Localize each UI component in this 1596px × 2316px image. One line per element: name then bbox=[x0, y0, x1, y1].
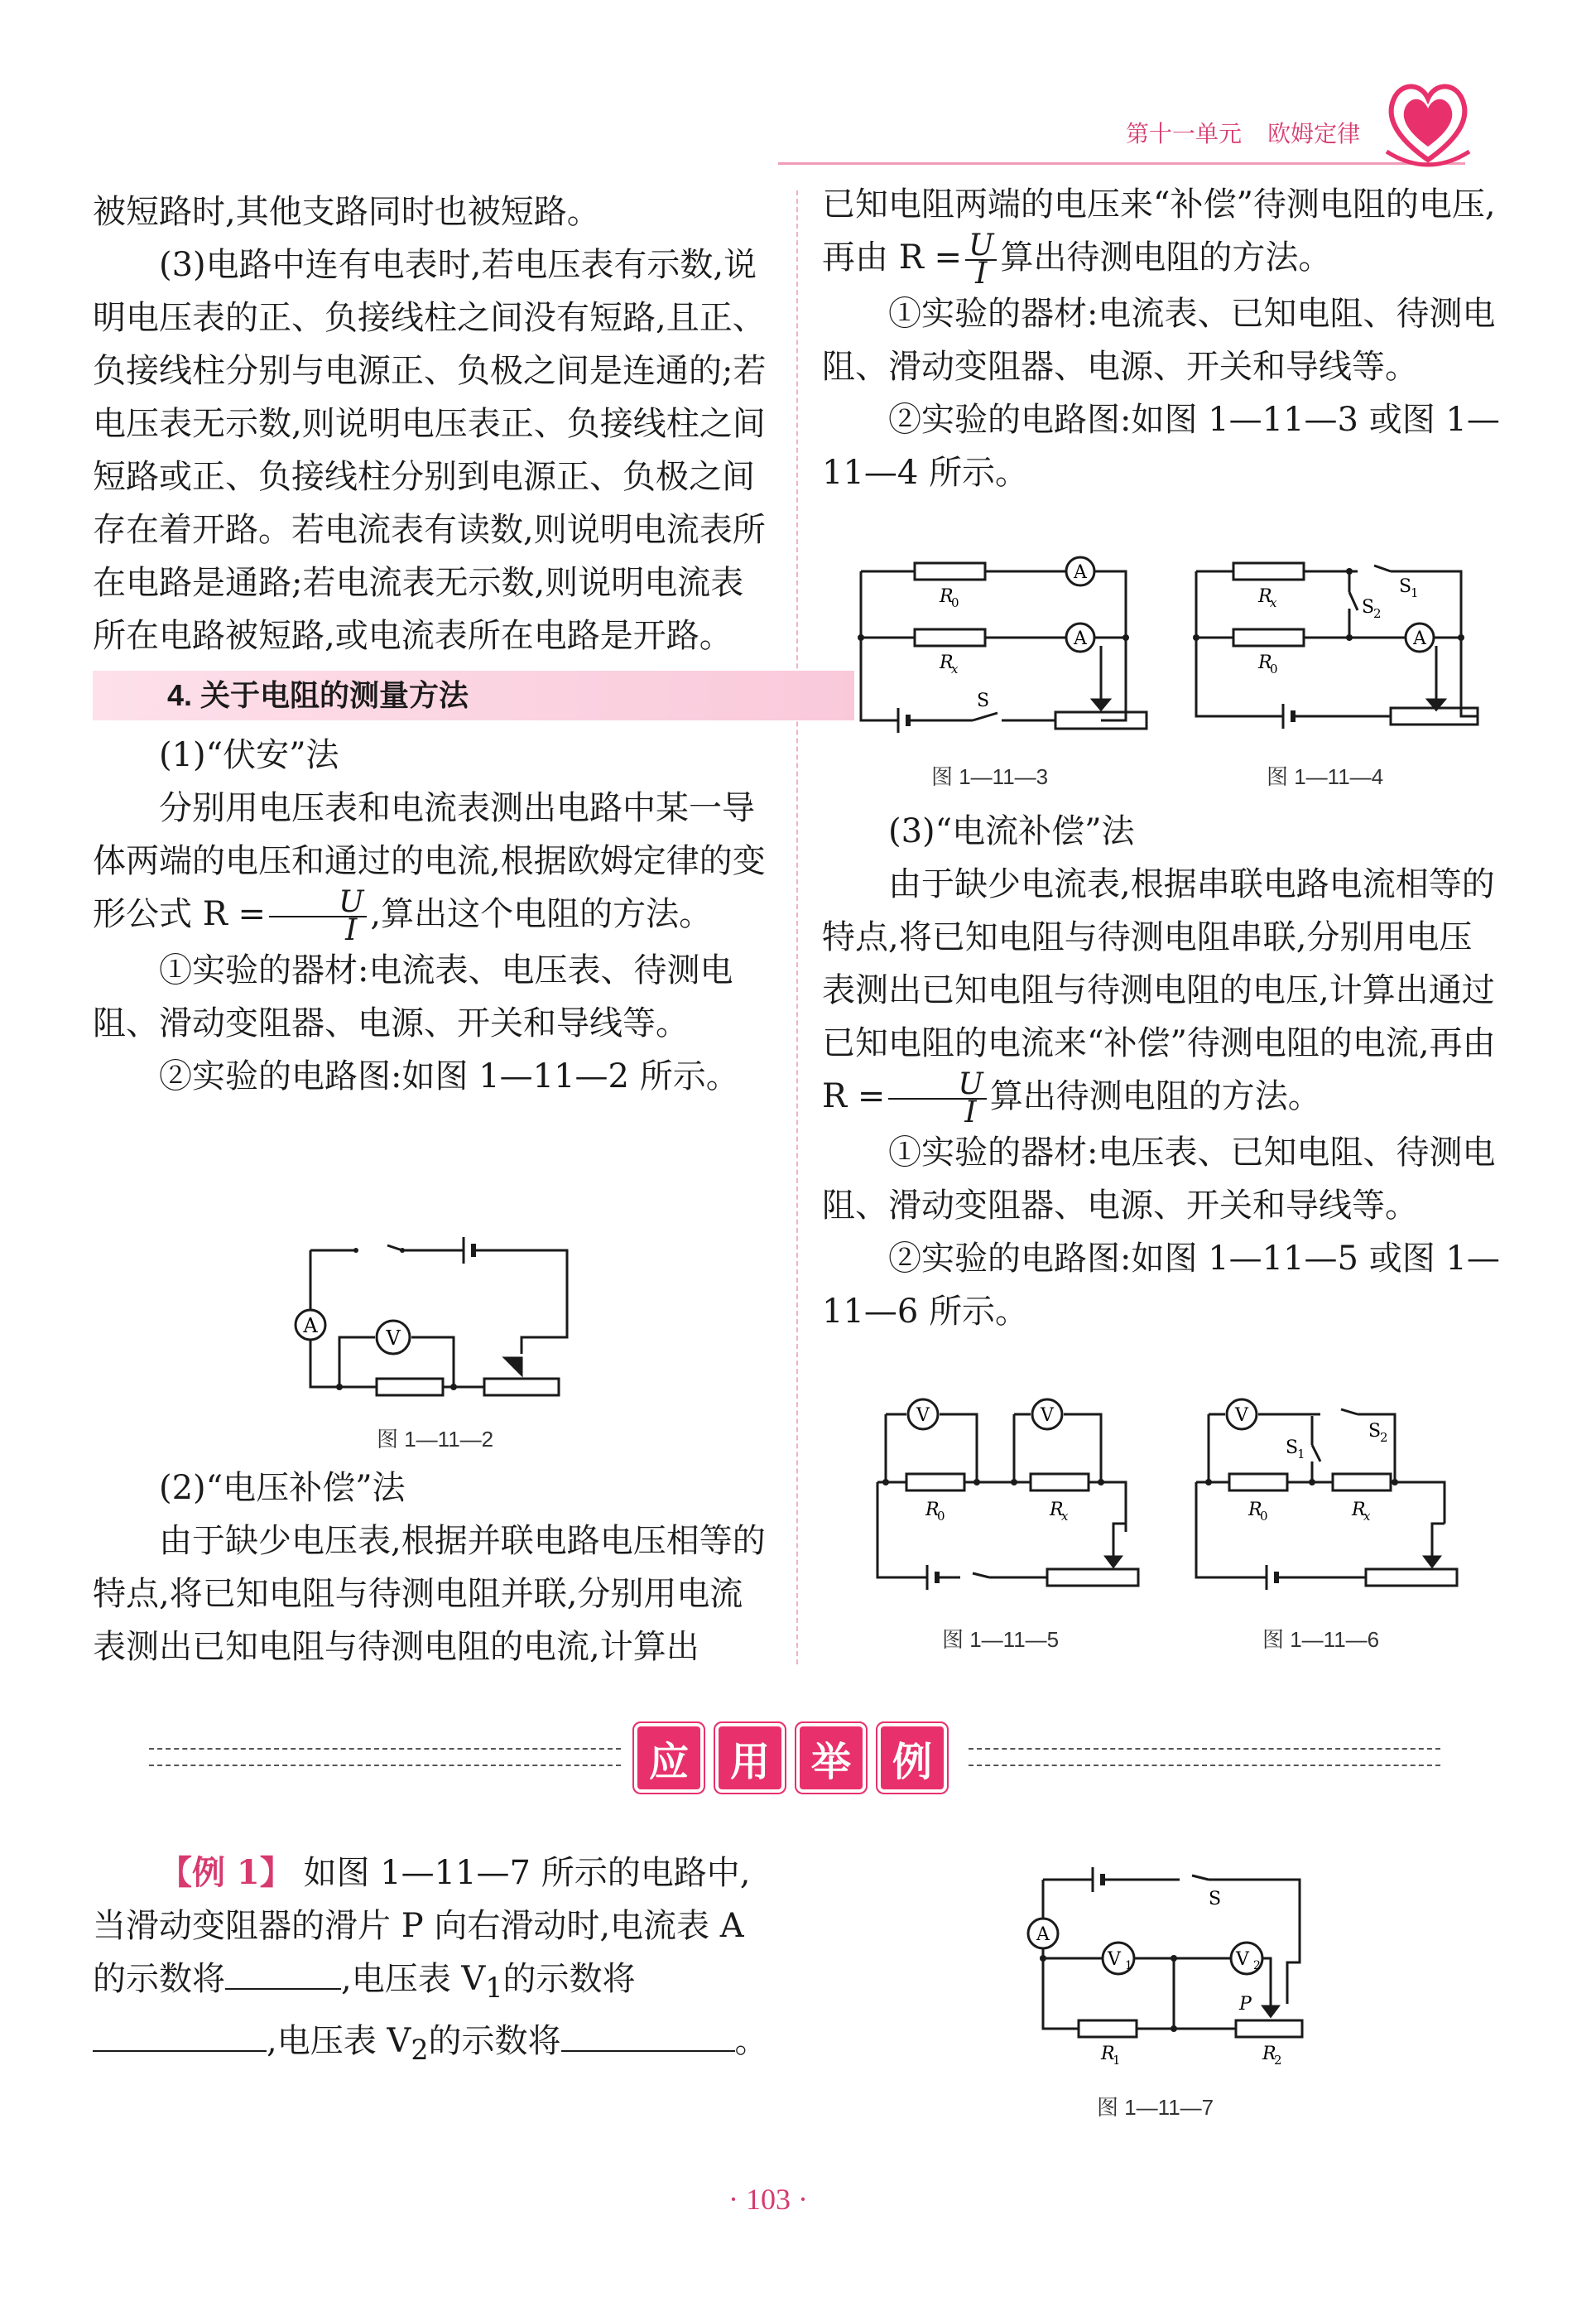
formula-fraction bbox=[965, 229, 997, 291]
subscript: 1 bbox=[485, 1972, 503, 2004]
method-2-text: 已知电阻两端的电压来“补偿”待测电阻的电压,再由 R = bbox=[822, 185, 1496, 277]
voltmeter-label: V bbox=[386, 1327, 401, 1350]
method-3-text: 由于缺少电流表,根据串联电路电流相等的特点,将已知电阻与待测电阻串联,分别用电压表测出已知电阻与待测电阻的电压,计算出通过已知电阻的电流来“补偿”待测电阻的电流,再由 R = bbox=[822, 865, 1496, 1115]
formula-fraction bbox=[888, 1067, 986, 1129]
switch-label: S bbox=[977, 691, 990, 711]
ammeter-label: A bbox=[1074, 562, 1087, 583]
ammeter-label: A bbox=[1074, 628, 1087, 649]
figure-caption-1-11-5: 图 1—11—5 bbox=[942, 1627, 1060, 1652]
formula-numerator: U bbox=[965, 233, 997, 261]
page-header bbox=[1126, 116, 1360, 149]
example-1-question bbox=[93, 1847, 772, 2077]
method-1-text-end: ,算出这个电阻的方法。 bbox=[370, 895, 713, 933]
resistor-label: R bbox=[1258, 652, 1272, 673]
method-3-text-end: 算出待测电阻的方法。 bbox=[989, 1077, 1321, 1115]
switch-label: S bbox=[1399, 576, 1412, 597]
resistor-label: R bbox=[940, 652, 954, 673]
banner-char: 用 bbox=[719, 1726, 781, 1789]
right-column-continued bbox=[822, 805, 1501, 1338]
switch-subscript: 1 bbox=[1411, 585, 1419, 600]
resistor-subscript: x bbox=[1363, 1509, 1371, 1524]
formula-fraction bbox=[269, 885, 367, 947]
method-3-title: (3)“电流补偿”法 bbox=[888, 812, 1135, 850]
banner-char: 应 bbox=[637, 1726, 700, 1789]
slider-label: P bbox=[1239, 1994, 1252, 2015]
banner-dash-left bbox=[149, 1765, 621, 1766]
circuit-figure-1-11-2 bbox=[281, 1234, 588, 1416]
resistor-subscript: 0 bbox=[1270, 662, 1278, 677]
resistor-label: R bbox=[940, 586, 954, 607]
page-number: · 103 · bbox=[728, 2183, 808, 2216]
method-3-diagram-ref: ②实验的电路图:如图 1—11—5 或图 1—11—6 所示。 bbox=[822, 1240, 1500, 1331]
voltmeter-subscript: 2 bbox=[1253, 1959, 1261, 1972]
figure-caption-1-11-2: 图 1—11—2 bbox=[377, 1427, 494, 1452]
method-1-equipment: ①实验的器材:电流表、电压表、待测电阻、滑动变阻器、电源、开关和导线等。 bbox=[93, 951, 733, 1042]
left-column-continued bbox=[93, 1461, 772, 1673]
formula-denominator: I bbox=[964, 1095, 977, 1129]
resistor-label: R bbox=[1262, 2044, 1276, 2064]
method-1-description bbox=[93, 782, 772, 947]
voltmeter-label: V bbox=[916, 1405, 930, 1426]
circuit-figure-1-11-6 bbox=[1180, 1391, 1486, 1590]
resistor-label: R bbox=[1050, 1500, 1064, 1520]
answer-blank[interactable] bbox=[561, 2025, 735, 2052]
voltmeter-label: V bbox=[1236, 1949, 1249, 1970]
banner-char: 举 bbox=[800, 1726, 863, 1789]
figure-caption-1-11-3: 图 1—11—3 bbox=[931, 764, 1049, 789]
figure-caption-1-11-6: 图 1—11—6 bbox=[1262, 1627, 1380, 1652]
left-paragraph-2: (3)电路中连有电表时,若电压表有示数,说明电压表的正、负接线柱之间没有短路,且正、负接线柱分别与电源正、负极之间是连通的;若电压表无示数,则说明电压表正、负接线柱之间短路或正、负接线柱分别到电源正、负极之间存在着开路。若电流表有读数,则说明电流表所在电路是通路;若电流表无示数,则说明电流表所在电路被短路,或电流表所在电路是开路。 bbox=[93, 246, 767, 655]
ammeter-label: A bbox=[1413, 628, 1426, 649]
figure-caption-1-11-4: 图 1—11—4 bbox=[1267, 764, 1384, 789]
example-text: 的示数将 bbox=[502, 1960, 636, 1998]
ammeter-label: A bbox=[303, 1314, 318, 1337]
resistor-label: R bbox=[1258, 586, 1272, 607]
right-column bbox=[822, 178, 1501, 499]
formula-denominator: I bbox=[975, 257, 988, 291]
ammeter-label: A bbox=[1036, 1924, 1050, 1945]
circuit-figure-1-11-5 bbox=[861, 1391, 1159, 1590]
banner-char: 例 bbox=[881, 1726, 944, 1789]
method-2-title: (2)“电压补偿”法 bbox=[159, 1469, 406, 1507]
switch-label: S bbox=[1286, 1437, 1299, 1458]
formula-denominator: I bbox=[345, 913, 358, 947]
resistor-label: R bbox=[1248, 1500, 1262, 1520]
switch-label: S bbox=[1209, 1889, 1222, 1909]
switch-subscript: 2 bbox=[1373, 606, 1382, 621]
column-divider bbox=[796, 190, 798, 1664]
resistor-subscript: 0 bbox=[1260, 1509, 1268, 1524]
example-label: 【例 1】 bbox=[159, 1853, 293, 1892]
switch-label: S bbox=[1362, 597, 1375, 618]
resistor-subscript: 0 bbox=[937, 1509, 945, 1524]
resistor-label: R bbox=[925, 1500, 940, 1520]
section-heading: 4. 关于电阻的测量方法 bbox=[93, 671, 854, 720]
example-text: 。 bbox=[734, 2022, 768, 2060]
resistor-subscript: 2 bbox=[1274, 2053, 1282, 2068]
unit-label: 第十一单元 bbox=[1126, 121, 1243, 147]
left-column bbox=[93, 185, 772, 1103]
figure-caption-1-11-7: 图 1—11—7 bbox=[1097, 2095, 1214, 2120]
method-3-equipment: ①实验的器材:电压表、已知电阻、待测电阻、滑动变阻器、电源、开关和导线等。 bbox=[822, 1134, 1496, 1225]
header-rule bbox=[778, 162, 1465, 165]
switch-label: S bbox=[1368, 1421, 1382, 1442]
voltmeter-label: V bbox=[1108, 1949, 1121, 1970]
method-2-equipment: ①实验的器材:电流表、已知电阻、待测电阻、滑动变阻器、电源、开关和导线等。 bbox=[822, 295, 1496, 386]
method-1-text: 分别用电压表和电流表测出电路中某一导体两端的电压和通过的电流,根据欧姆定律的变形公式 R = bbox=[93, 789, 766, 933]
banner-title bbox=[637, 1726, 944, 1789]
voltmeter-label: V bbox=[1235, 1405, 1248, 1426]
left-paragraph-1: 被短路时,其他支路同时也被短路。 bbox=[93, 193, 600, 231]
resistor-subscript: 0 bbox=[951, 595, 959, 610]
banner-dash-right bbox=[969, 1748, 1440, 1750]
method-2-description: 由于缺少电压表,根据并联电路电压相等的特点,将已知电阻与待测电阻并联,分别用电流表测出已知电阻与待测电阻的电流,计算出 bbox=[93, 1522, 766, 1666]
method-1-diagram-ref: ②实验的电路图:如图 1—11—2 所示。 bbox=[159, 1057, 739, 1095]
method-2-formula-text bbox=[822, 178, 1501, 291]
method-2-text-end: 算出待测电阻的方法。 bbox=[1000, 238, 1332, 277]
method-2-diagram-ref: ②实验的电路图:如图 1—11—3 或图 1—11—4 所示。 bbox=[822, 401, 1500, 492]
subscript: 2 bbox=[411, 2034, 429, 2066]
resistor-subscript: x bbox=[1061, 1509, 1069, 1524]
circuit-figure-1-11-3 bbox=[853, 551, 1151, 741]
switch-subscript: 2 bbox=[1380, 1430, 1388, 1445]
resistor-label: R bbox=[1352, 1500, 1366, 1520]
resistor-label: R bbox=[1101, 2044, 1115, 2064]
voltmeter-label: V bbox=[1041, 1405, 1054, 1426]
example-text: ,电压表 V bbox=[341, 1960, 486, 1998]
example-1 bbox=[93, 1847, 772, 2077]
answer-blank[interactable] bbox=[93, 2025, 267, 2052]
method-3-description bbox=[822, 858, 1501, 1129]
application-examples-banner bbox=[149, 1726, 1440, 1793]
banner-dash-right bbox=[969, 1765, 1440, 1766]
circuit-figure-1-11-4 bbox=[1188, 551, 1486, 741]
resistor-subscript: 1 bbox=[1113, 2053, 1121, 2068]
banner-dash-left bbox=[149, 1748, 621, 1750]
example-text: ,电压表 V bbox=[267, 2022, 411, 2060]
switch-subscript: 1 bbox=[1297, 1447, 1305, 1461]
resistor-subscript: x bbox=[1270, 595, 1277, 610]
resistor-subscript: x bbox=[951, 662, 959, 677]
formula-numerator: U bbox=[888, 1071, 986, 1100]
book-logo-icon bbox=[1378, 70, 1478, 170]
method-1-title: (1)“伏安”法 bbox=[159, 736, 339, 774]
example-text: 的示数将 bbox=[428, 2022, 561, 2060]
answer-blank[interactable] bbox=[225, 1963, 341, 1990]
circuit-figure-1-11-7 bbox=[1014, 1851, 1320, 2074]
voltmeter-subscript: 1 bbox=[1125, 1959, 1132, 1972]
chapter-label: 欧姆定律 bbox=[1267, 121, 1361, 147]
example-text: 如图 1—11—7 所示的电路中,当滑动变阻器的滑片 P 向右滑动时,电流表 A 的示数将 bbox=[93, 1854, 751, 1998]
formula-numerator: U bbox=[269, 889, 367, 917]
